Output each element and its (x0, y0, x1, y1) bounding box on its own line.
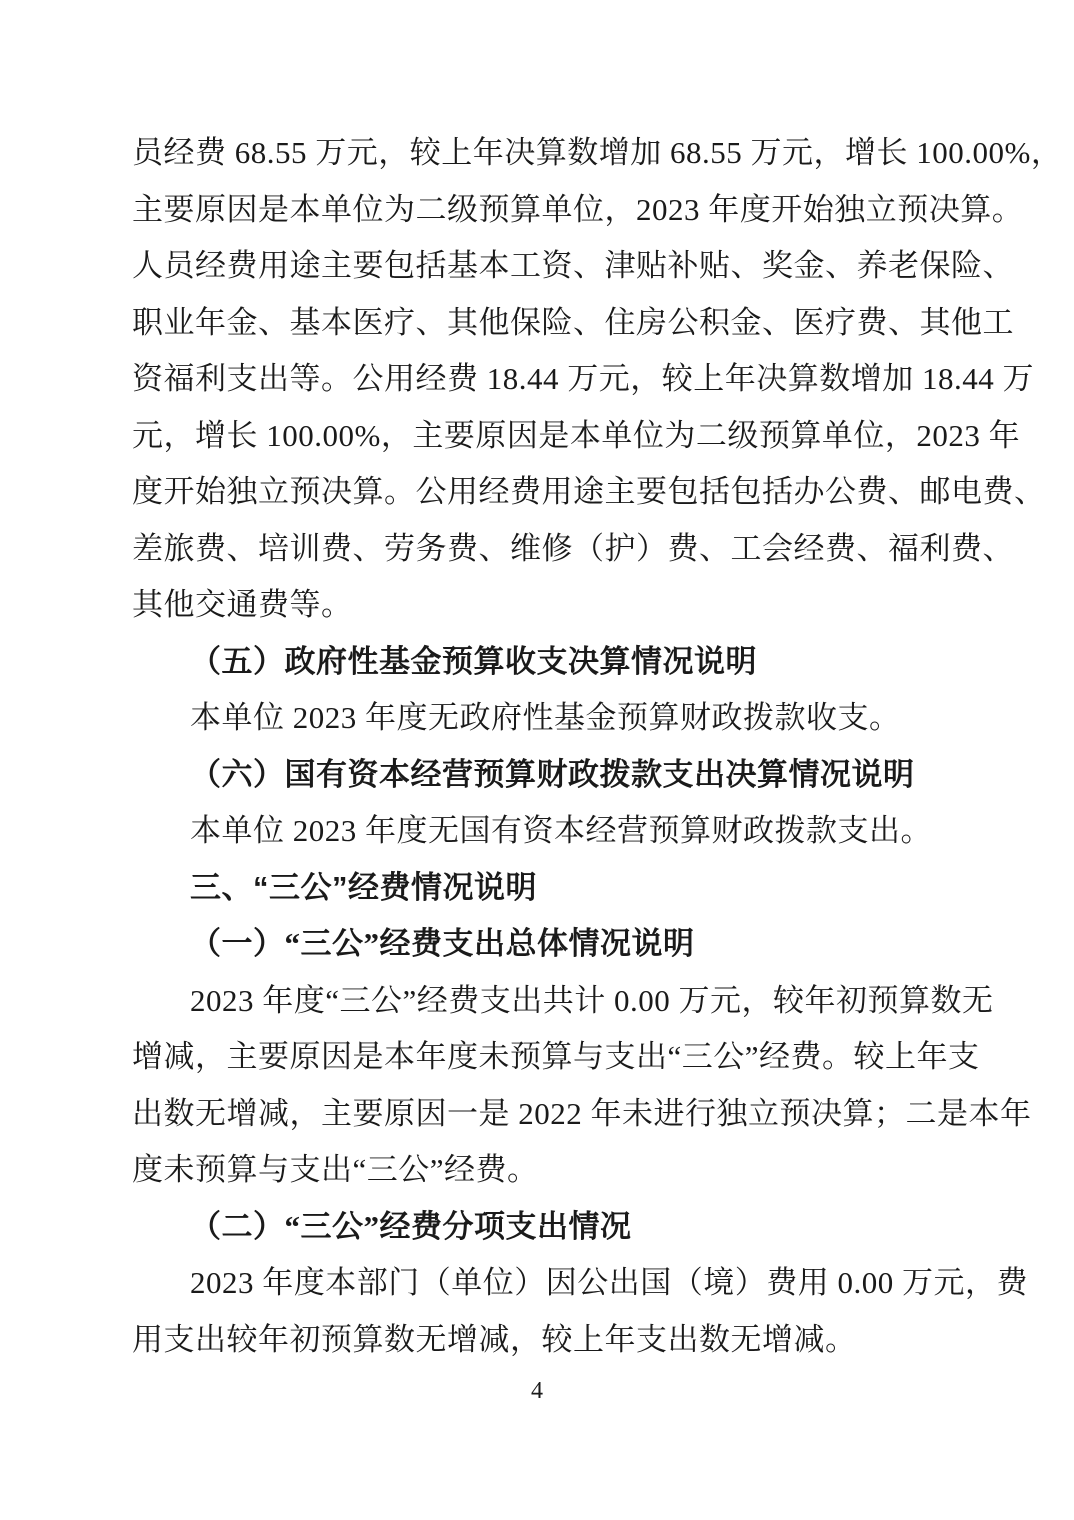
body-line-7: 度开始独立预决算。公用经费用途主要包括包括办公费、邮电费、 (132, 474, 1046, 509)
body-line-12: 2023 年度“三公”经费支出共计 0.00 万元，较年初预算数无 (190, 982, 994, 1018)
body-line-13: 增减，主要原因是本年度未预算与支出“三公”经费。较上年支 (132, 1039, 980, 1074)
heading-section-1: （一）“三公”经费支出总体情况说明 (190, 926, 695, 961)
body-line-5: 资福利支出等。公用经费 18.44 万元，较上年决算数增加 18.44 万 (132, 361, 1034, 396)
body-line-4: 职业年金、基本医疗、其他保险、住房公积金、医疗费、其他工 (132, 304, 1014, 340)
body-line-11: 本单位 2023 年度无国有资本经营预算财政拨款支出。 (190, 813, 932, 848)
body-line-10: 本单位 2023 年度无政府性基金预算财政拨款收支。 (190, 700, 901, 735)
body-line-17: 用支出较年初预算数无增减，较上年支出数无增减。 (132, 1321, 857, 1357)
body-line-8: 差旅费、培训费、劳务费、维修（护）费、工会经费、福利费、 (132, 530, 1014, 566)
heading-part-3: 三、“三公”经费情况说明 (190, 869, 537, 905)
body-line-6: 元，增长 100.00%，主要原因是本单位为二级预算单位，2023 年 (132, 417, 1021, 453)
body-line-15: 度未预算与支出“三公”经费。 (132, 1152, 539, 1187)
body-line-9: 其他交通费等。 (132, 587, 353, 622)
heading-section-5: （五）政府性基金预算收支决算情况说明 (190, 643, 757, 679)
heading-section-2: （二）“三公”经费分项支出情况 (190, 1208, 632, 1244)
body-line-1: 员经费 68.55 万元，较上年决算数增加 68.55 万元，增长 100.00%， (132, 135, 1063, 170)
page-number: 4 (531, 1378, 543, 1404)
heading-section-6: （六）国有资本经营预算财政拨款支出决算情况说明 (190, 756, 915, 792)
body-line-14: 出数无增减，主要原因一是 2022 年未进行独立预决算；二是本年 (132, 1095, 1032, 1131)
body-line-16: 2023 年度本部门（单位）因公出国（境）费用 0.00 万元，费 (190, 1265, 1028, 1300)
body-line-2: 主要原因是本单位为二级预算单位，2023 年度开始独立预决算。 (132, 191, 1024, 227)
body-line-3: 人员经费用途主要包括基本工资、津贴补贴、奖金、养老保险、 (132, 248, 1014, 283)
document-body (132, 125, 1063, 1368)
